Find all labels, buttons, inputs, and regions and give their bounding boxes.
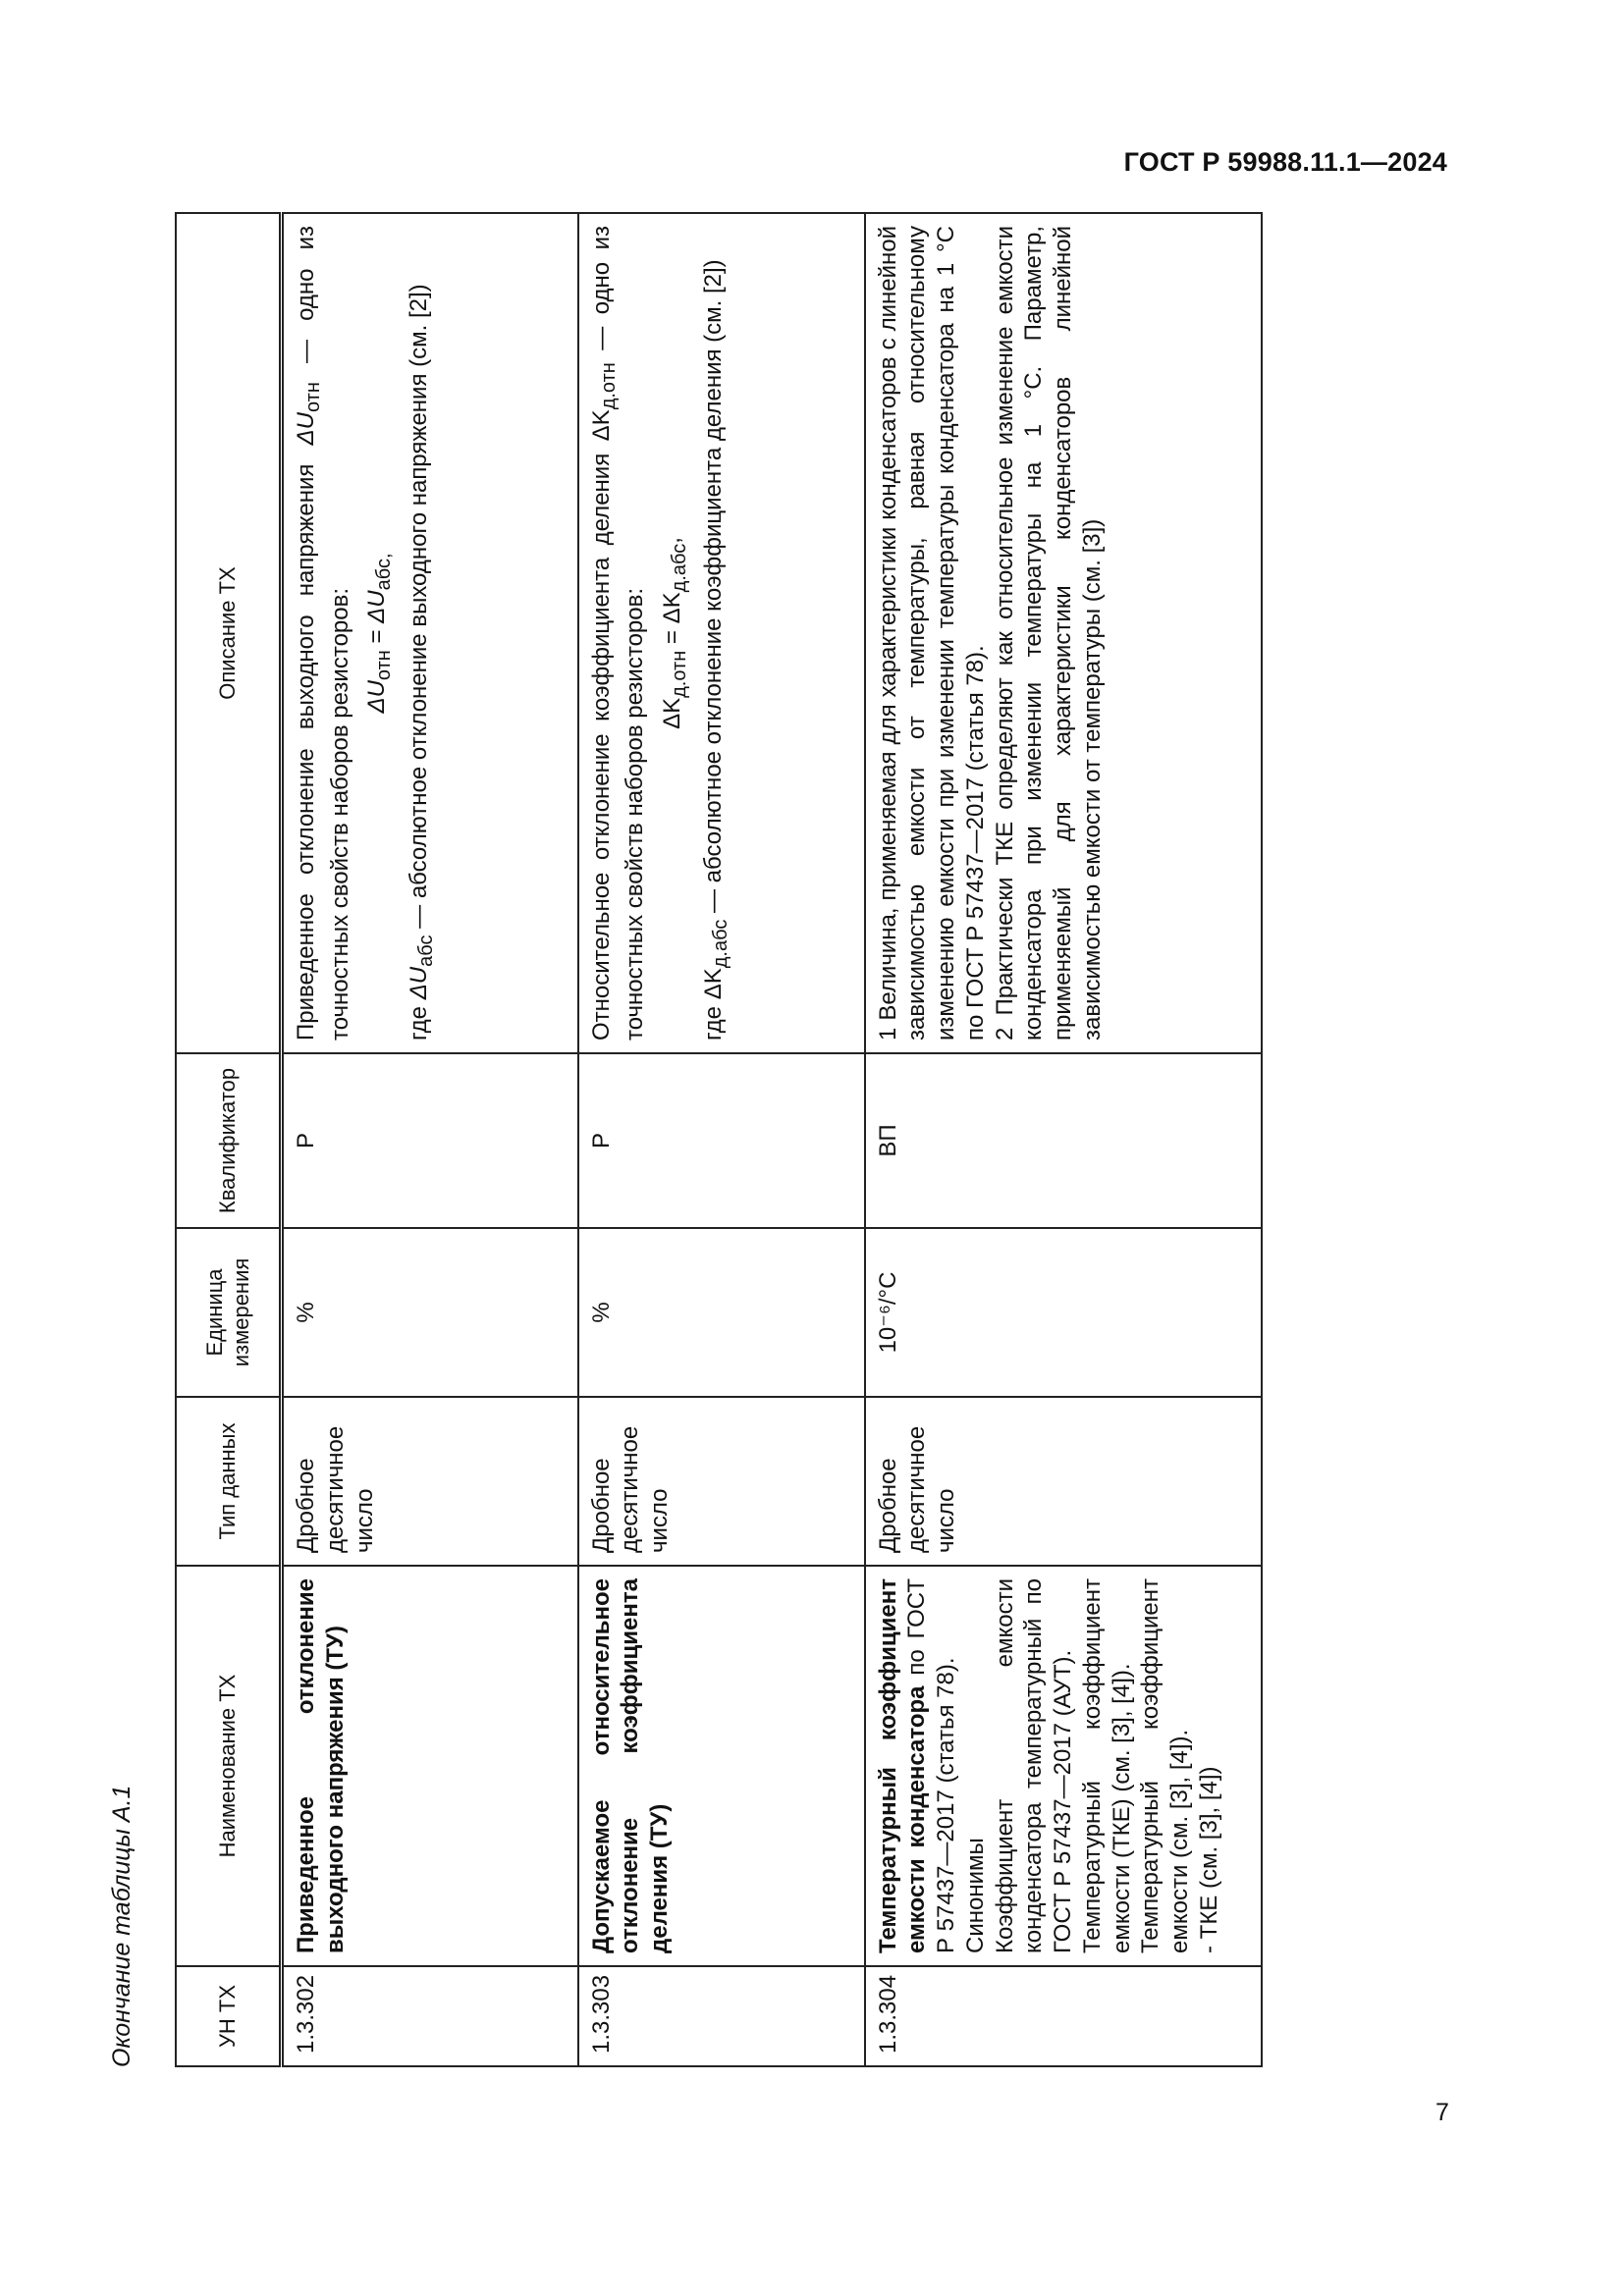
cell-unit: % — [282, 1228, 578, 1397]
description-note: 1 Величина, применяемая для характеристики конденсаторов с линейной зависимостью емкости от температуры, равная относительному изменению емкости при изменении температуры конденсатора на 1 °C по ГОСТ Р 57437—2017 (статья 78). — [874, 226, 989, 1041]
synonyms-label: Синонимы — [961, 1838, 989, 1953]
cell-id: 1.3.303 — [578, 1966, 865, 2066]
table-row — [865, 213, 1262, 2066]
col-header-name: Наименование ТХ — [176, 1566, 282, 1966]
cell-id: 1.3.302 — [282, 1966, 578, 2066]
synonym-item: Температурный коэффициент емкости (см. [3], [4]). — [1137, 1578, 1193, 1953]
table-row — [282, 213, 578, 2066]
cell-qualifier: Р — [282, 1053, 578, 1228]
formula: $\Delta U_{отн} = \Delta U_{абс,}$ — [363, 553, 396, 714]
cell-type: Дробное десятичное число — [865, 1397, 1262, 1566]
cell-description — [578, 213, 865, 1053]
col-header-type: Тип данных — [176, 1397, 282, 1566]
synonym-item: Температурный коэффициент емкости (ТКЕ) (см. [3], [4]). — [1078, 1578, 1135, 1953]
cell-description — [865, 213, 1262, 1053]
col-header-qualifier: Квалификатор — [176, 1053, 282, 1228]
rotated-table-area — [108, 214, 1222, 2067]
cell-qualifier: Р — [578, 1053, 865, 1228]
synonym-item: Коэффициент емкости конденсатора температурный по ГОСТ Р 57437—2017 (АУТ). — [991, 1578, 1076, 1953]
characteristics-table — [175, 212, 1263, 2067]
cell-unit: % — [578, 1228, 865, 1397]
page-number: 7 — [1435, 2099, 1449, 2126]
cell-type: Дробное десятичное число — [282, 1397, 578, 1566]
col-header-unit: Единица измерения — [176, 1228, 282, 1397]
description-where: где $\Delta K_{д.абс}$ — абсолютное отклонение коэффициента деления (см. [2]) — [700, 259, 732, 1041]
name-main: Температурный коэффициент емкости конденсатора по ГОСТ Р 57437—2017 (статья 78). — [874, 1578, 959, 1953]
cell-name: Допускаемое относительное отклонение коэффициента деления (ТУ) — [578, 1566, 865, 1966]
description-intro: Относительное отклонение коэффициента деления $\Delta K_{д.отн}$ — одно из точностных свойств наборов резисторов: — [587, 226, 649, 1041]
cell-id: 1.3.304 — [865, 1966, 1262, 2066]
description-note: 2 Практически ТКЕ определяют как относительное изменение емкости конденсатора при изменении температуры на 1 °C. Параметр, применяемый для характеристики конденсаторов линейной зависимостью емкости от температуры (см. [3]) — [991, 226, 1106, 1041]
formula: $\Delta K_{д.отн} = \Delta K_{д.абс}$, — [658, 537, 690, 729]
synonym-item: - ТКЕ (см. [3], [4]) — [1195, 1766, 1222, 1953]
description-where: где $\Delta U_{абс}$ — абсолютное отклонение выходного напряжения (см. [2]) — [405, 284, 437, 1041]
description-intro: Приведенное отклонение выходного напряжения $\Delta U_{отн}$ — одно из точностных свойств наборов резисторов: — [293, 225, 353, 1041]
standard-designation: ГОСТ Р 59988.11.1—2024 — [1123, 147, 1447, 177]
cell-description — [282, 213, 578, 1053]
cell-name — [865, 1566, 1262, 1966]
table-header-row — [176, 213, 282, 2066]
col-header-id: УН ТХ — [176, 1966, 282, 2066]
table-row — [578, 213, 865, 2066]
cell-type: Дробное десятичное число — [578, 1397, 865, 1566]
cell-qualifier: ВП — [865, 1053, 1262, 1228]
cell-unit: 10⁻⁶/°C — [865, 1228, 1262, 1397]
col-header-description: Описание ТХ — [176, 213, 282, 1053]
table-caption: Окончание таблицы А.1 — [108, 1785, 135, 2067]
cell-name: Приведенное отклонение выходного напряжения (ТУ) — [282, 1566, 578, 1966]
